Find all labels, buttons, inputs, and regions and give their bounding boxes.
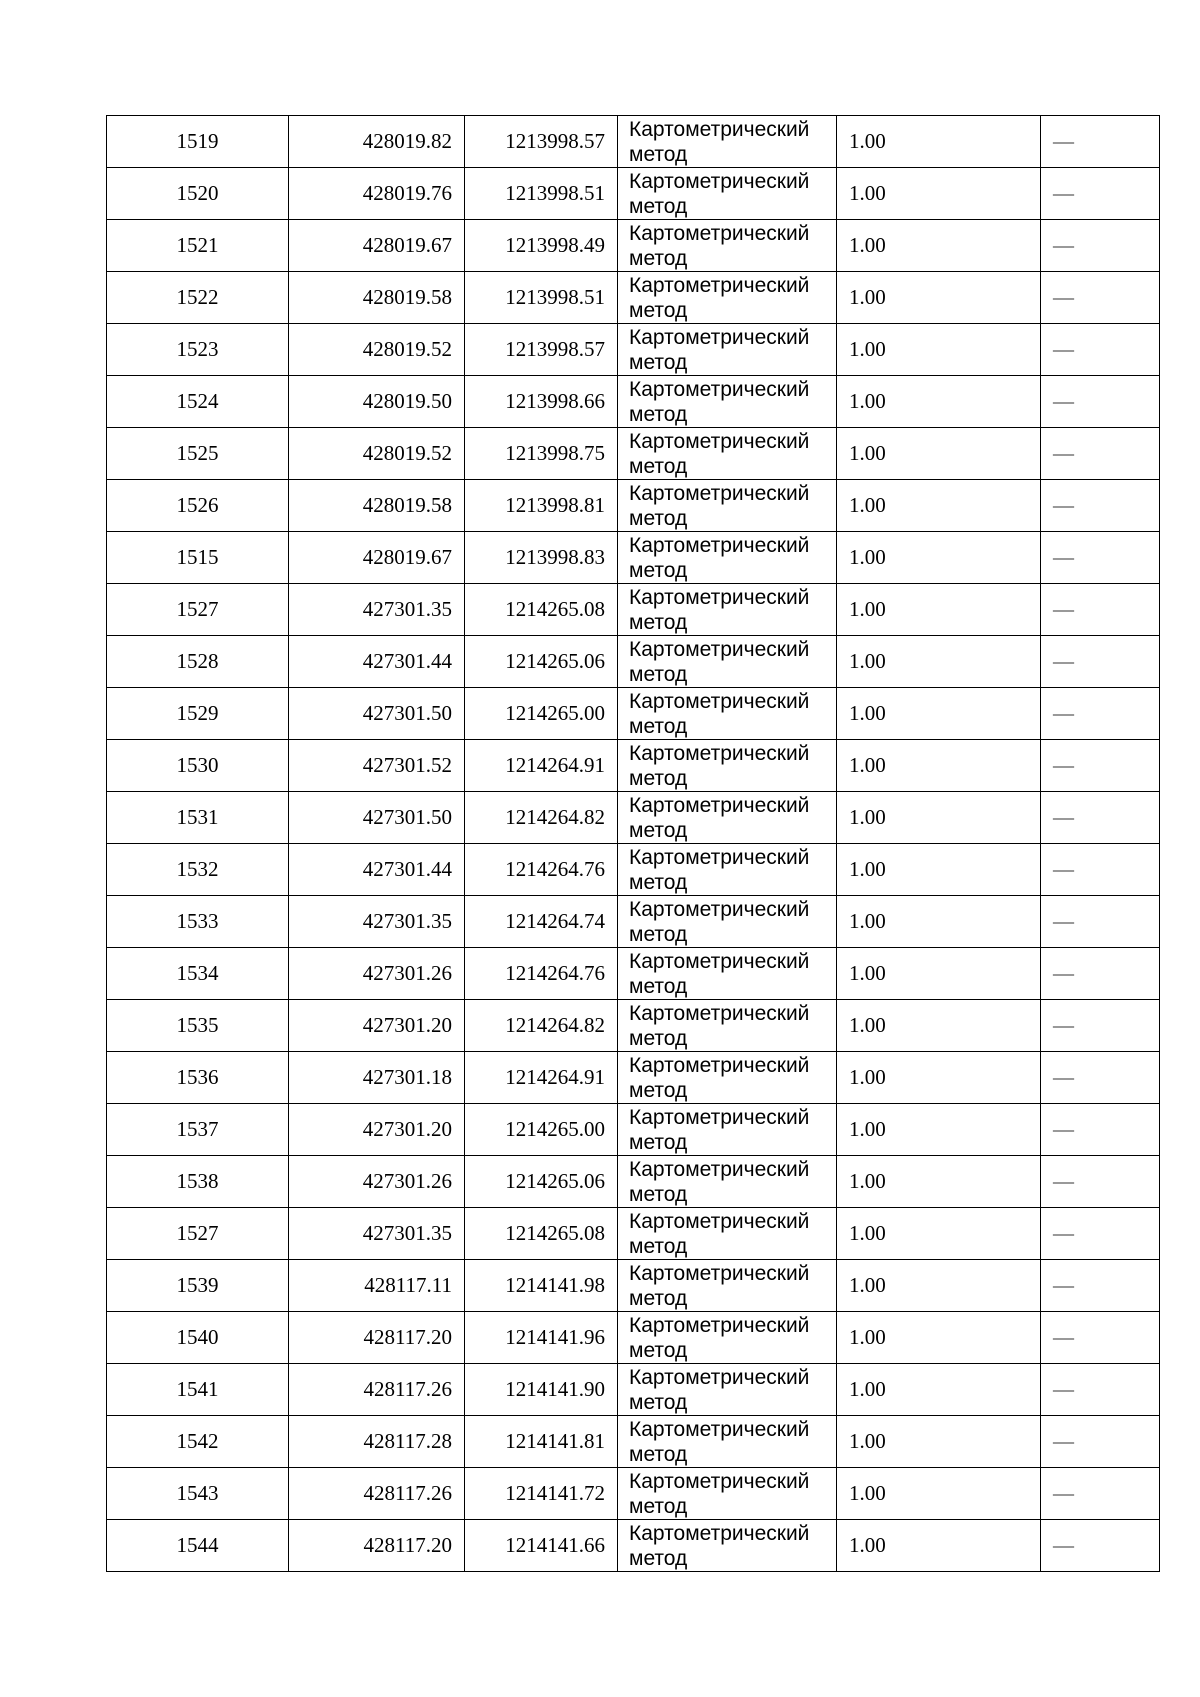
- accuracy-cell: 1.00: [837, 220, 1041, 272]
- note-cell: —: [1041, 220, 1160, 272]
- coordinate-x-cell: 428117.20: [289, 1312, 465, 1364]
- coordinate-x-cell: 428019.52: [289, 324, 465, 376]
- coordinate-x-cell: 428117.28: [289, 1416, 465, 1468]
- coordinate-x-cell: 428117.11: [289, 1260, 465, 1312]
- method-label-line2: метод: [629, 298, 688, 322]
- note-cell: —: [1041, 1052, 1160, 1104]
- accuracy-cell: 1.00: [837, 116, 1041, 168]
- table-row: [107, 272, 1160, 324]
- method-cell: [618, 116, 837, 168]
- note-cell: —: [1041, 636, 1160, 688]
- coordinate-x-cell: 427301.35: [289, 584, 465, 636]
- accuracy-cell: 1.00: [837, 1416, 1041, 1468]
- point-number-cell: 1522: [107, 272, 289, 324]
- accuracy-cell: 1.00: [837, 272, 1041, 324]
- table-row: [107, 688, 1160, 740]
- point-number-cell: 1515: [107, 532, 289, 584]
- method-label-line1: Картометрический: [629, 169, 810, 193]
- method-label-line1: Картометрический: [629, 1261, 810, 1285]
- accuracy-cell: 1.00: [837, 1208, 1041, 1260]
- table-row: [107, 948, 1160, 1000]
- coordinate-x-cell: 428117.26: [289, 1468, 465, 1520]
- coordinate-x-cell: 428019.67: [289, 532, 465, 584]
- coordinate-y-cell: 1214264.91: [465, 1052, 618, 1104]
- point-number-cell: 1521: [107, 220, 289, 272]
- coordinate-x-cell: 428019.76: [289, 168, 465, 220]
- coordinate-x-cell: 428019.58: [289, 272, 465, 324]
- method-label-line2: метод: [629, 350, 688, 374]
- coordinate-y-cell: 1214265.08: [465, 584, 618, 636]
- coordinate-x-cell: 427301.20: [289, 1104, 465, 1156]
- method-label-line2: метод: [629, 766, 688, 790]
- accuracy-cell: 1.00: [837, 896, 1041, 948]
- method-cell: [618, 1104, 837, 1156]
- method-label-line2: метод: [629, 1442, 688, 1466]
- coordinate-x-cell: 428019.50: [289, 376, 465, 428]
- note-cell: —: [1041, 532, 1160, 584]
- coordinate-y-cell: 1213998.81: [465, 480, 618, 532]
- table-row: [107, 1000, 1160, 1052]
- note-cell: —: [1041, 1000, 1160, 1052]
- coordinate-x-cell: 427301.44: [289, 844, 465, 896]
- coordinate-x-cell: 427301.52: [289, 740, 465, 792]
- point-number-cell: 1527: [107, 1208, 289, 1260]
- coordinate-x-cell: 427301.35: [289, 896, 465, 948]
- coordinate-y-cell: 1214141.72: [465, 1468, 618, 1520]
- point-number-cell: 1536: [107, 1052, 289, 1104]
- note-cell: —: [1041, 584, 1160, 636]
- method-cell: [618, 1468, 837, 1520]
- table-row: [107, 324, 1160, 376]
- method-label-line1: Картометрический: [629, 273, 810, 297]
- note-cell: —: [1041, 948, 1160, 1000]
- table-row: [107, 1468, 1160, 1520]
- note-cell: —: [1041, 428, 1160, 480]
- method-label-line1: Картометрический: [629, 1053, 810, 1077]
- method-label-line2: метод: [629, 1026, 688, 1050]
- point-number-cell: 1520: [107, 168, 289, 220]
- coordinate-y-cell: 1214265.00: [465, 688, 618, 740]
- method-cell: [618, 376, 837, 428]
- point-number-cell: 1533: [107, 896, 289, 948]
- method-cell: [618, 532, 837, 584]
- coordinate-x-cell: 427301.26: [289, 1156, 465, 1208]
- method-cell: [618, 636, 837, 688]
- coordinate-y-cell: 1214265.08: [465, 1208, 618, 1260]
- coordinate-y-cell: 1214141.90: [465, 1364, 618, 1416]
- method-label-line1: Картометрический: [629, 1469, 810, 1493]
- coordinate-x-cell: 427301.26: [289, 948, 465, 1000]
- coordinate-x-cell: 428117.20: [289, 1520, 465, 1572]
- method-label-line2: метод: [629, 1182, 688, 1206]
- method-label-line2: метод: [629, 1546, 688, 1570]
- point-number-cell: 1531: [107, 792, 289, 844]
- point-number-cell: 1534: [107, 948, 289, 1000]
- coordinate-y-cell: 1214264.76: [465, 844, 618, 896]
- coordinate-y-cell: 1214265.06: [465, 1156, 618, 1208]
- accuracy-cell: 1.00: [837, 324, 1041, 376]
- method-label-line2: метод: [629, 662, 688, 686]
- method-label-line1: Картометрический: [629, 377, 810, 401]
- method-label-line1: Картометрический: [629, 741, 810, 765]
- point-number-cell: 1537: [107, 1104, 289, 1156]
- accuracy-cell: 1.00: [837, 636, 1041, 688]
- method-label-line1: Картометрический: [629, 845, 810, 869]
- method-cell: [618, 740, 837, 792]
- accuracy-cell: 1.00: [837, 1052, 1041, 1104]
- coordinates-table-body: [107, 116, 1160, 1572]
- method-label-line1: Картометрический: [629, 117, 810, 141]
- method-label-line2: метод: [629, 1494, 688, 1518]
- method-label-line1: Картометрический: [629, 533, 810, 557]
- method-label-line2: метод: [629, 818, 688, 842]
- accuracy-cell: 1.00: [837, 1312, 1041, 1364]
- note-cell: —: [1041, 792, 1160, 844]
- table-row: [107, 480, 1160, 532]
- coordinate-x-cell: 428019.82: [289, 116, 465, 168]
- note-cell: —: [1041, 1156, 1160, 1208]
- method-cell: [618, 1000, 837, 1052]
- coordinate-y-cell: 1213998.57: [465, 324, 618, 376]
- coordinate-y-cell: 1213998.75: [465, 428, 618, 480]
- note-cell: —: [1041, 688, 1160, 740]
- point-number-cell: 1528: [107, 636, 289, 688]
- note-cell: —: [1041, 1208, 1160, 1260]
- note-cell: —: [1041, 1104, 1160, 1156]
- method-label-line2: метод: [629, 1078, 688, 1102]
- coordinate-x-cell: 428019.52: [289, 428, 465, 480]
- accuracy-cell: 1.00: [837, 844, 1041, 896]
- accuracy-cell: 1.00: [837, 1104, 1041, 1156]
- table-row: [107, 116, 1160, 168]
- method-label-line2: метод: [629, 1390, 688, 1414]
- note-cell: —: [1041, 1260, 1160, 1312]
- note-cell: —: [1041, 1416, 1160, 1468]
- accuracy-cell: 1.00: [837, 1156, 1041, 1208]
- note-cell: —: [1041, 896, 1160, 948]
- coordinate-y-cell: 1214265.06: [465, 636, 618, 688]
- method-label-line2: метод: [629, 506, 688, 530]
- coordinates-table: [106, 115, 1160, 1572]
- table-row: [107, 1416, 1160, 1468]
- accuracy-cell: 1.00: [837, 688, 1041, 740]
- coordinate-x-cell: 427301.18: [289, 1052, 465, 1104]
- note-cell: —: [1041, 1364, 1160, 1416]
- table-row: [107, 532, 1160, 584]
- method-cell: [618, 1416, 837, 1468]
- coordinate-x-cell: 427301.50: [289, 792, 465, 844]
- coordinate-y-cell: 1214264.91: [465, 740, 618, 792]
- method-cell: [618, 1208, 837, 1260]
- method-cell: [618, 428, 837, 480]
- method-cell: [618, 1312, 837, 1364]
- method-cell: [618, 168, 837, 220]
- coordinate-x-cell: 428019.67: [289, 220, 465, 272]
- point-number-cell: 1532: [107, 844, 289, 896]
- table-row: [107, 636, 1160, 688]
- coordinate-x-cell: 428117.26: [289, 1364, 465, 1416]
- coordinate-y-cell: 1214265.00: [465, 1104, 618, 1156]
- method-cell: [618, 584, 837, 636]
- coordinate-y-cell: 1214141.81: [465, 1416, 618, 1468]
- method-label-line2: метод: [629, 1338, 688, 1362]
- coordinate-y-cell: 1214264.82: [465, 792, 618, 844]
- note-cell: —: [1041, 480, 1160, 532]
- coordinate-y-cell: 1213998.49: [465, 220, 618, 272]
- point-number-cell: 1543: [107, 1468, 289, 1520]
- method-label-line1: Картометрический: [629, 897, 810, 921]
- accuracy-cell: 1.00: [837, 792, 1041, 844]
- accuracy-cell: 1.00: [837, 948, 1041, 1000]
- method-label-line1: Картометрический: [629, 1105, 810, 1129]
- method-cell: [618, 272, 837, 324]
- method-label-line2: метод: [629, 402, 688, 426]
- method-label-line2: метод: [629, 714, 688, 738]
- table-row: [107, 792, 1160, 844]
- table-row: [107, 428, 1160, 480]
- accuracy-cell: 1.00: [837, 1364, 1041, 1416]
- method-label-line2: метод: [629, 1286, 688, 1310]
- accuracy-cell: 1.00: [837, 1260, 1041, 1312]
- method-label-line1: Картометрический: [629, 1521, 810, 1545]
- point-number-cell: 1526: [107, 480, 289, 532]
- method-label-line2: метод: [629, 870, 688, 894]
- table-row: [107, 376, 1160, 428]
- point-number-cell: 1519: [107, 116, 289, 168]
- method-cell: [618, 1260, 837, 1312]
- method-cell: [618, 844, 837, 896]
- note-cell: —: [1041, 1520, 1160, 1572]
- method-label-line1: Картометрический: [629, 325, 810, 349]
- method-label-line1: Картометрический: [629, 481, 810, 505]
- table-row: [107, 1312, 1160, 1364]
- table-row: [107, 1208, 1160, 1260]
- method-cell: [618, 480, 837, 532]
- note-cell: —: [1041, 376, 1160, 428]
- coordinate-y-cell: 1214264.76: [465, 948, 618, 1000]
- method-label-line1: Картометрический: [629, 1209, 810, 1233]
- method-label-line1: Картометрический: [629, 637, 810, 661]
- method-cell: [618, 324, 837, 376]
- method-label-line1: Картометрический: [629, 793, 810, 817]
- method-label-line1: Картометрический: [629, 585, 810, 609]
- point-number-cell: 1539: [107, 1260, 289, 1312]
- method-label-line1: Картометрический: [629, 429, 810, 453]
- coordinate-y-cell: 1214264.74: [465, 896, 618, 948]
- method-label-line2: метод: [629, 194, 688, 218]
- point-number-cell: 1542: [107, 1416, 289, 1468]
- method-cell: [618, 948, 837, 1000]
- method-label-line2: метод: [629, 558, 688, 582]
- method-cell: [618, 896, 837, 948]
- note-cell: —: [1041, 168, 1160, 220]
- point-number-cell: 1540: [107, 1312, 289, 1364]
- coordinate-y-cell: 1214141.96: [465, 1312, 618, 1364]
- method-cell: [618, 1364, 837, 1416]
- method-label-line2: метод: [629, 922, 688, 946]
- table-row: [107, 844, 1160, 896]
- table-row: [107, 168, 1160, 220]
- accuracy-cell: 1.00: [837, 1468, 1041, 1520]
- point-number-cell: 1530: [107, 740, 289, 792]
- method-cell: [618, 1156, 837, 1208]
- coordinate-y-cell: 1213998.57: [465, 116, 618, 168]
- accuracy-cell: 1.00: [837, 1520, 1041, 1572]
- method-label-line2: метод: [629, 610, 688, 634]
- point-number-cell: 1523: [107, 324, 289, 376]
- method-cell: [618, 1052, 837, 1104]
- note-cell: —: [1041, 324, 1160, 376]
- accuracy-cell: 1.00: [837, 1000, 1041, 1052]
- accuracy-cell: 1.00: [837, 376, 1041, 428]
- table-row: [107, 584, 1160, 636]
- point-number-cell: 1529: [107, 688, 289, 740]
- table-row: [107, 1052, 1160, 1104]
- accuracy-cell: 1.00: [837, 480, 1041, 532]
- point-number-cell: 1524: [107, 376, 289, 428]
- coordinate-x-cell: 427301.50: [289, 688, 465, 740]
- accuracy-cell: 1.00: [837, 532, 1041, 584]
- accuracy-cell: 1.00: [837, 740, 1041, 792]
- coordinate-y-cell: 1213998.83: [465, 532, 618, 584]
- method-label-line1: Картометрический: [629, 689, 810, 713]
- coordinate-x-cell: 427301.35: [289, 1208, 465, 1260]
- method-label-line1: Картометрический: [629, 1313, 810, 1337]
- method-cell: [618, 792, 837, 844]
- note-cell: —: [1041, 272, 1160, 324]
- method-label-line2: метод: [629, 1234, 688, 1258]
- table-row: [107, 1364, 1160, 1416]
- point-number-cell: 1544: [107, 1520, 289, 1572]
- method-label-line2: метод: [629, 1130, 688, 1154]
- table-row: [107, 740, 1160, 792]
- method-label-line2: метод: [629, 454, 688, 478]
- method-label-line1: Картометрический: [629, 221, 810, 245]
- method-label-line2: метод: [629, 246, 688, 270]
- coordinate-x-cell: 427301.44: [289, 636, 465, 688]
- method-label-line1: Картометрический: [629, 1417, 810, 1441]
- table-row: [107, 1520, 1160, 1572]
- method-cell: [618, 1520, 837, 1572]
- accuracy-cell: 1.00: [837, 168, 1041, 220]
- note-cell: —: [1041, 1468, 1160, 1520]
- point-number-cell: 1535: [107, 1000, 289, 1052]
- point-number-cell: 1538: [107, 1156, 289, 1208]
- accuracy-cell: 1.00: [837, 584, 1041, 636]
- method-label-line1: Картометрический: [629, 1001, 810, 1025]
- method-cell: [618, 220, 837, 272]
- method-label-line1: Картометрический: [629, 1365, 810, 1389]
- coordinate-y-cell: 1213998.51: [465, 272, 618, 324]
- method-label-line2: метод: [629, 974, 688, 998]
- coordinate-y-cell: 1213998.51: [465, 168, 618, 220]
- method-label-line1: Картометрический: [629, 1157, 810, 1181]
- coordinate-y-cell: 1214141.98: [465, 1260, 618, 1312]
- table-row: [107, 1104, 1160, 1156]
- coordinate-x-cell: 427301.20: [289, 1000, 465, 1052]
- note-cell: —: [1041, 116, 1160, 168]
- coordinate-y-cell: 1213998.66: [465, 376, 618, 428]
- coordinate-y-cell: 1214141.66: [465, 1520, 618, 1572]
- note-cell: —: [1041, 740, 1160, 792]
- method-cell: [618, 688, 837, 740]
- table-row: [107, 1260, 1160, 1312]
- point-number-cell: 1527: [107, 584, 289, 636]
- point-number-cell: 1525: [107, 428, 289, 480]
- coordinate-x-cell: 428019.58: [289, 480, 465, 532]
- method-label-line2: метод: [629, 142, 688, 166]
- coordinate-y-cell: 1214264.82: [465, 1000, 618, 1052]
- note-cell: —: [1041, 844, 1160, 896]
- table-row: [107, 1156, 1160, 1208]
- method-label-line1: Картометрический: [629, 949, 810, 973]
- accuracy-cell: 1.00: [837, 428, 1041, 480]
- point-number-cell: 1541: [107, 1364, 289, 1416]
- table-row: [107, 220, 1160, 272]
- note-cell: —: [1041, 1312, 1160, 1364]
- table-row: [107, 896, 1160, 948]
